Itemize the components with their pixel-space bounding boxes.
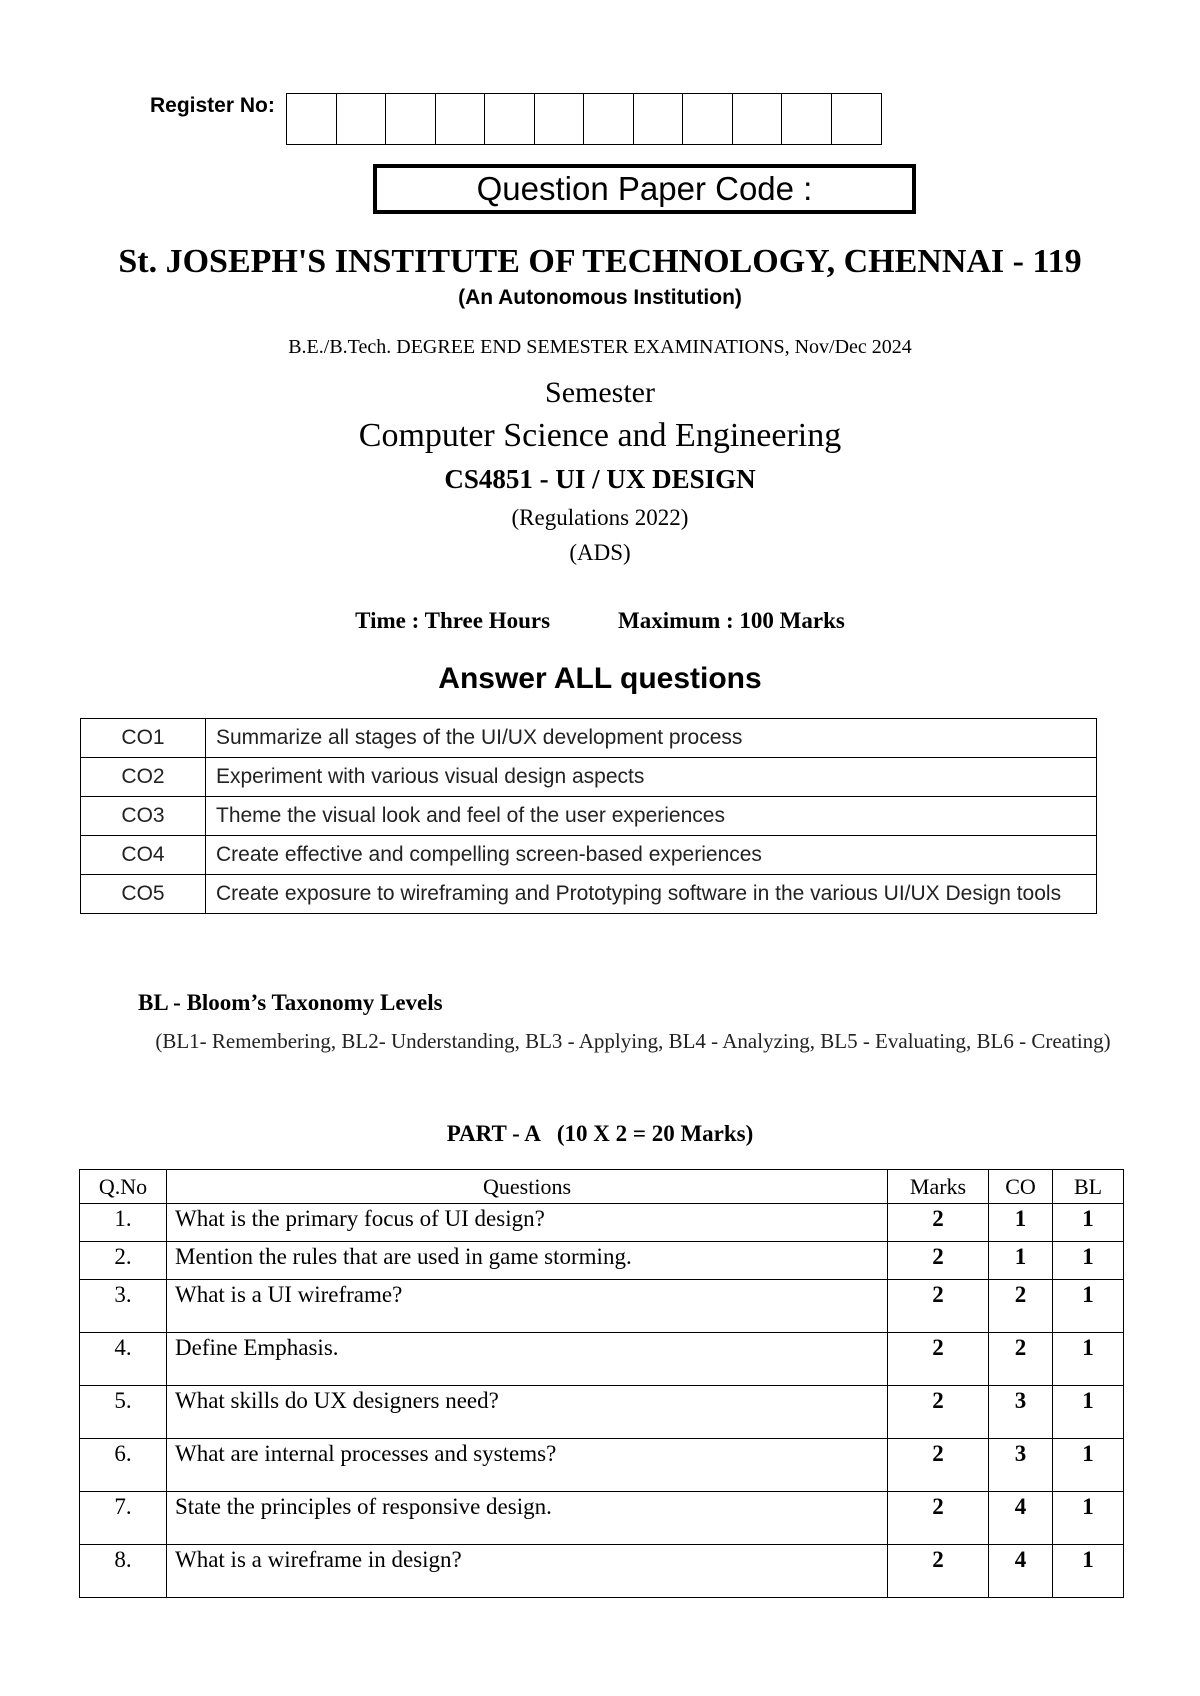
- question-text: What skills do UX designers need?: [167, 1386, 888, 1439]
- blooms-title: BL - Bloom’s Taxonomy Levels: [138, 990, 443, 1015]
- question-text: What is the primary focus of UI design?: [167, 1204, 888, 1242]
- header-marks: Marks: [888, 1170, 989, 1204]
- institution-name: St. JOSEPH'S INSTITUTE OF TECHNOLOGY, CHENNAI - 119: [118, 243, 1082, 280]
- question-co: 3: [989, 1439, 1053, 1492]
- question-bl: 1: [1053, 1204, 1124, 1242]
- table-row: [80, 1439, 1124, 1492]
- question-co: 4: [989, 1492, 1053, 1545]
- exam-title: B.E./B.Tech. DEGREE END SEMESTER EXAMINATIONS, Nov/Dec 2024: [288, 336, 912, 358]
- question-text: What is a UI wireframe?: [167, 1280, 888, 1333]
- register-digit-box: [634, 94, 684, 144]
- question-bl: 1: [1053, 1280, 1124, 1333]
- register-no-label: Register No:: [150, 94, 275, 117]
- question-marks: 2: [888, 1280, 989, 1333]
- table-row: [80, 1545, 1124, 1598]
- course-title: CS4851 - UI / UX DESIGN: [444, 464, 756, 494]
- table-row: [81, 875, 1097, 914]
- question-bl: 1: [1053, 1333, 1124, 1386]
- register-digit-box: [436, 94, 486, 144]
- question-number: 5.: [80, 1386, 167, 1439]
- question-marks: 2: [888, 1545, 989, 1598]
- table-row: [80, 1204, 1124, 1242]
- header-qno: Q.No: [80, 1170, 167, 1204]
- maximum-marks: Maximum : 100 Marks: [618, 608, 845, 633]
- co-code: CO1: [81, 719, 206, 758]
- question-text: What is a wireframe in design?: [167, 1545, 888, 1598]
- part-a-questions-table: [79, 1169, 1124, 1598]
- time-allowed: Time : Three Hours: [355, 608, 551, 633]
- table-row: [81, 797, 1097, 836]
- question-paper-code-box: Question Paper Code :: [373, 164, 916, 214]
- question-marks: 2: [888, 1386, 989, 1439]
- table-row: [81, 836, 1097, 875]
- question-number: 1.: [80, 1204, 167, 1242]
- question-marks: 2: [888, 1242, 989, 1280]
- co-description: Create exposure to wireframing and Prototyping software in the various UI/UX Design tools: [206, 875, 1097, 914]
- question-bl: 1: [1053, 1242, 1124, 1280]
- question-marks: 2: [888, 1492, 989, 1545]
- question-co: 1: [989, 1204, 1053, 1242]
- register-digit-box: [733, 94, 783, 144]
- table-row: [81, 758, 1097, 797]
- register-digit-box: [287, 94, 337, 144]
- table-row: [80, 1386, 1124, 1439]
- header-questions: Questions: [167, 1170, 888, 1204]
- question-bl: 1: [1053, 1439, 1124, 1492]
- blooms-levels: (BL1- Remembering, BL2- Understanding, BL3 - Applying, BL4 - Analyzing, BL5 - Evaluating, BL6 - Creating): [155, 1029, 1111, 1053]
- question-number: 4.: [80, 1333, 167, 1386]
- question-marks: 2: [888, 1439, 989, 1492]
- header-co: CO: [989, 1170, 1053, 1204]
- question-text: What are internal processes and systems?: [167, 1439, 888, 1492]
- question-number: 6.: [80, 1439, 167, 1492]
- department-name: Computer Science and Engineering: [358, 417, 842, 454]
- co-code: CO2: [81, 758, 206, 797]
- question-bl: 1: [1053, 1386, 1124, 1439]
- register-digit-box: [782, 94, 832, 144]
- register-digit-box: [337, 94, 387, 144]
- register-digit-box: [683, 94, 733, 144]
- question-marks: 2: [888, 1204, 989, 1242]
- regulations: (Regulations 2022): [511, 505, 689, 530]
- question-bl: 1: [1053, 1492, 1124, 1545]
- branch-code: (ADS): [569, 540, 631, 565]
- register-digit-box: [832, 94, 882, 144]
- header-bl: BL: [1053, 1170, 1124, 1204]
- register-no-boxes: [286, 93, 882, 145]
- co-description: Summarize all stages of the UI/UX development process: [206, 719, 1097, 758]
- table-row: [81, 719, 1097, 758]
- table-row: [80, 1242, 1124, 1280]
- register-digit-box: [386, 94, 436, 144]
- question-co: 2: [989, 1280, 1053, 1333]
- question-number: 7.: [80, 1492, 167, 1545]
- question-number: 2.: [80, 1242, 167, 1280]
- semester-label: Semester: [545, 376, 655, 409]
- question-text: Mention the rules that are used in game storming.: [167, 1242, 888, 1280]
- co-code: CO3: [81, 797, 206, 836]
- question-number: 8.: [80, 1545, 167, 1598]
- institution-subtitle: (An Autonomous Institution): [458, 286, 742, 309]
- co-description: Theme the visual look and feel of the user experiences: [206, 797, 1097, 836]
- question-co: 4: [989, 1545, 1053, 1598]
- instruction: Answer ALL questions: [438, 662, 762, 695]
- question-bl: 1: [1053, 1545, 1124, 1598]
- table-row: [80, 1280, 1124, 1333]
- co-description: Create effective and compelling screen-based experiences: [206, 836, 1097, 875]
- co-description: Experiment with various visual design aspects: [206, 758, 1097, 797]
- question-text: State the principles of responsive design.: [167, 1492, 888, 1545]
- course-outcomes-table: [80, 718, 1097, 914]
- question-co: 3: [989, 1386, 1053, 1439]
- register-digit-box: [535, 94, 585, 144]
- question-text: Define Emphasis.: [167, 1333, 888, 1386]
- register-digit-box: [584, 94, 634, 144]
- question-marks: 2: [888, 1333, 989, 1386]
- time-and-marks-row: [0, 608, 1200, 634]
- co-code: CO5: [81, 875, 206, 914]
- question-co: 1: [989, 1242, 1053, 1280]
- table-row: [80, 1333, 1124, 1386]
- question-number: 3.: [80, 1280, 167, 1333]
- table-row: [80, 1492, 1124, 1545]
- table-header-row: [80, 1170, 1124, 1204]
- question-co: 2: [989, 1333, 1053, 1386]
- co-code: CO4: [81, 836, 206, 875]
- part-a-heading: PART - A (10 X 2 = 20 Marks): [446, 1121, 754, 1146]
- register-digit-box: [485, 94, 535, 144]
